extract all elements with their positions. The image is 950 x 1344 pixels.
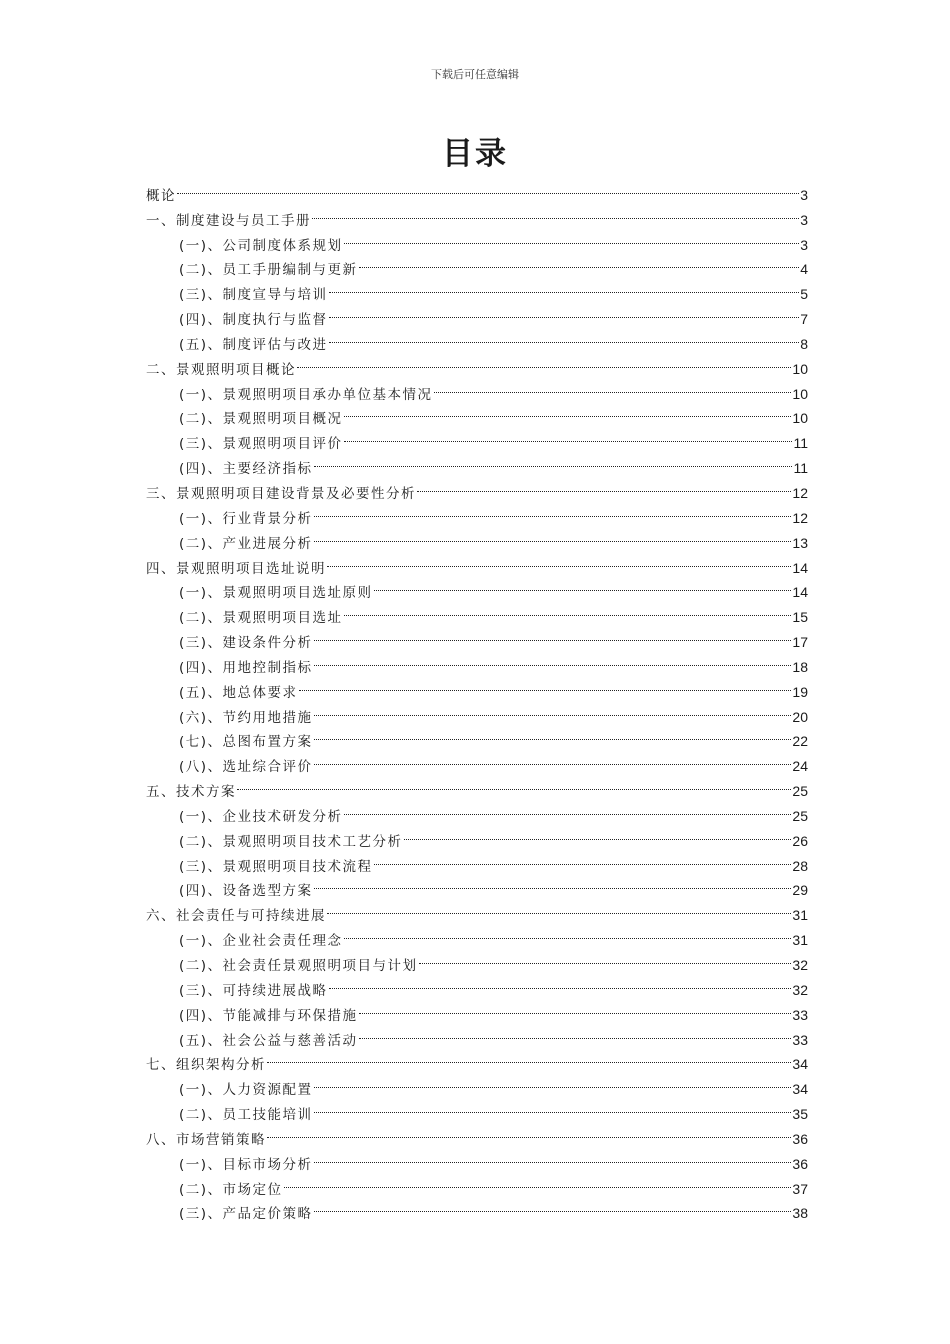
toc-page-number: 18 (792, 658, 808, 675)
toc-entry-label: 概论 (146, 187, 176, 204)
toc-page-number: 12 (792, 484, 808, 501)
toc-page-number: 3 (800, 211, 808, 228)
toc-entry-label: (三)、建设条件分析 (179, 635, 313, 652)
toc-page-number: 37 (792, 1180, 808, 1197)
toc-page-number: 35 (792, 1106, 808, 1123)
toc-entry-label: (三)、景观照明项目评价 (179, 436, 343, 453)
toc-page-number: 29 (792, 882, 808, 899)
toc-entry-label: (三)、制度宣导与培训 (179, 287, 328, 304)
toc-entry-label: (一)、企业技术研发分析 (179, 808, 343, 825)
toc-entry-label: (六)、节约用地措施 (179, 709, 313, 726)
dot-leader (343, 399, 793, 424)
dot-leader (313, 722, 793, 747)
toc-entry-label: (一)、企业社会责任理念 (179, 933, 343, 950)
table-of-contents (146, 175, 808, 1223)
dot-leader (313, 1144, 793, 1169)
dot-leader (283, 1169, 793, 1194)
page-title: 目录 (442, 136, 508, 172)
toc-page-number: 12 (792, 509, 808, 526)
toc-page-number: 8 (800, 335, 808, 352)
toc-page-number: 7 (800, 311, 808, 328)
toc-page-number: 36 (792, 1130, 808, 1147)
dot-leader (266, 1045, 792, 1070)
toc-entry-label: (二)、产业进展分析 (179, 535, 313, 552)
toc-page-number: 20 (792, 708, 808, 725)
toc-entry-label: (四)、用地控制指标 (179, 659, 313, 676)
dot-leader (416, 473, 792, 498)
dot-leader (313, 523, 793, 548)
dot-leader (176, 175, 800, 200)
toc-entry-label: (五)、制度评估与改进 (179, 336, 328, 353)
toc-entry-label: 一、制度建设与员工手册 (146, 212, 311, 229)
dot-leader (358, 995, 793, 1020)
toc-page-number: 13 (792, 534, 808, 551)
toc-page-number: 34 (792, 1081, 808, 1098)
toc-entry-label: (三)、景观照明项目技术流程 (179, 858, 373, 875)
dot-leader (326, 895, 792, 920)
toc-entry-label: 六、社会责任与可持续进展 (146, 908, 326, 925)
toc-entry-label: (五)、社会公益与慈善活动 (179, 1032, 358, 1049)
dot-leader (313, 498, 793, 523)
dot-leader (418, 945, 793, 970)
dot-leader (313, 1094, 793, 1119)
toc-entry-label: (二)、市场定位 (179, 1181, 283, 1198)
toc-entry-label: (五)、地总体要求 (179, 684, 298, 701)
toc-subentry[interactable] (146, 796, 808, 825)
toc-entry-label: 三、景观照明项目建设背景及必要性分析 (146, 485, 416, 502)
toc-entry-label: (二)、景观照明项目概况 (179, 411, 343, 428)
toc-entry-label: (四)、设备选型方案 (179, 883, 313, 900)
dot-leader (328, 970, 793, 995)
toc-entry-label: (七)、总图布置方案 (179, 734, 313, 751)
toc-entry-label: (一)、景观照明项目选址原则 (179, 585, 373, 602)
toc-entry-label: (二)、员工手册编制与更新 (179, 262, 358, 279)
dot-leader (313, 622, 793, 647)
toc-entry-label: (一)、目标市场分析 (179, 1156, 313, 1173)
toc-entry-label: (四)、制度执行与监督 (179, 312, 328, 329)
toc-page-number: 22 (792, 733, 808, 750)
toc-entry-label: (一)、景观照明项目承办单位基本情况 (179, 386, 433, 403)
toc-page-number: 38 (792, 1205, 808, 1222)
toc-entry[interactable] (146, 175, 808, 204)
toc-page-number: 14 (792, 559, 808, 576)
dot-leader (313, 1069, 793, 1094)
dot-leader (313, 647, 793, 672)
toc-page-number: 10 (792, 360, 808, 377)
toc-page-number: 17 (792, 634, 808, 651)
dot-leader (328, 274, 801, 299)
dot-leader (403, 821, 793, 846)
toc-entry-label: (一)、人力资源配置 (179, 1082, 313, 1099)
dot-leader (328, 324, 801, 349)
toc-entry-label: (三)、产品定价策略 (179, 1206, 313, 1223)
dot-leader (373, 846, 793, 871)
dot-leader (313, 871, 793, 896)
toc-page-number: 14 (792, 584, 808, 601)
header-note: 下载后可任意编辑 (431, 68, 519, 81)
toc-page-number: 33 (792, 1031, 808, 1048)
toc-entry-label: (二)、社会责任景观照明项目与计划 (179, 958, 418, 974)
toc-entry-label: (二)、景观照明项目技术工艺分析 (179, 833, 403, 850)
toc-page-number: 32 (792, 957, 808, 973)
toc-page-number: 5 (800, 286, 808, 303)
dot-leader (343, 920, 793, 945)
toc-page-number: 36 (792, 1155, 808, 1172)
toc-page-number: 24 (792, 758, 808, 775)
dot-leader (298, 672, 793, 697)
toc-page-number: 10 (792, 410, 808, 427)
toc-page-number: 32 (792, 981, 808, 998)
toc-page-number: 31 (792, 932, 808, 949)
toc-entry-label: 二、景观照明项目概论 (146, 361, 296, 378)
toc-page-number: 11 (793, 460, 808, 477)
toc-page-number: 26 (792, 832, 808, 849)
toc-entry[interactable] (146, 771, 808, 801)
toc-entry-label: (四)、节能减排与环保措施 (179, 1007, 358, 1024)
toc-page-number: 28 (792, 857, 808, 874)
toc-page-number: 11 (793, 435, 808, 452)
dot-leader (313, 746, 793, 771)
dot-leader (328, 299, 801, 324)
toc-entry-label: (一)、公司制度体系规划 (179, 237, 343, 254)
toc-page-number: 10 (792, 385, 808, 402)
toc-page-number: 3 (800, 236, 808, 253)
toc-page-number: 15 (792, 609, 808, 626)
toc-entry-label: (一)、行业背景分析 (179, 510, 313, 527)
toc-page-number: 31 (792, 907, 808, 924)
toc-page-number: 19 (792, 683, 808, 700)
toc-page-number: 25 (792, 783, 808, 800)
toc-entry-label: (四)、主要经济指标 (179, 461, 313, 478)
dot-leader (343, 225, 801, 250)
toc-page-number: 34 (792, 1056, 808, 1073)
dot-leader (433, 374, 793, 399)
dot-leader (343, 796, 793, 821)
toc-page-number: 25 (792, 807, 808, 824)
toc-entry-label: (二)、员工技能培训 (179, 1107, 313, 1124)
toc-entry-label: 七、组织架构分析 (146, 1057, 266, 1074)
toc-page-number: 3 (800, 186, 808, 203)
toc-entry-label: (二)、景观照明项目选址 (179, 610, 343, 627)
toc-page-number: 4 (800, 261, 808, 278)
toc-entry-label: 八、市场营销策略 (146, 1131, 266, 1148)
dot-leader (358, 250, 801, 275)
dot-leader (343, 423, 794, 448)
dot-leader (313, 1194, 793, 1219)
toc-entry-label: (三)、可持续进展战略 (179, 982, 328, 999)
toc-entry-label: (八)、选址综合评价 (179, 759, 313, 776)
dot-leader (343, 597, 793, 622)
toc-entry-label: 四、景观照明项目选址说明 (146, 560, 326, 577)
toc-entry[interactable] (146, 200, 808, 229)
toc-page-number: 33 (792, 1006, 808, 1023)
toc-entry-label: 五、技术方案 (146, 784, 236, 801)
dot-leader (313, 448, 794, 473)
dot-leader (266, 1119, 792, 1144)
dot-leader (313, 697, 793, 722)
dot-leader (236, 771, 792, 796)
dot-leader (373, 573, 793, 598)
dot-leader (326, 548, 792, 573)
dot-leader (296, 349, 792, 374)
dot-leader (311, 200, 800, 225)
dot-leader (358, 1020, 793, 1045)
